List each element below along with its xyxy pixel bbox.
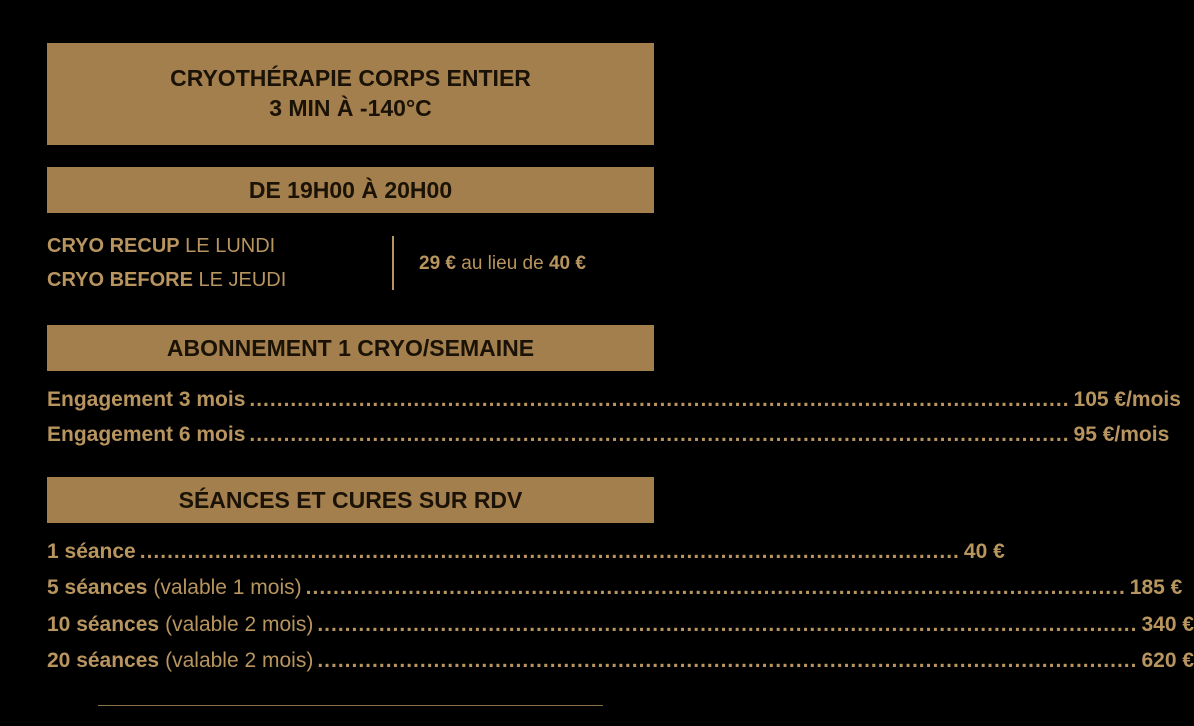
session-note: (valable 2 mois): [165, 649, 314, 672]
session-price: 620 €: [1141, 649, 1194, 672]
offer-price-old: 40 €: [548, 253, 586, 274]
session-row: [47, 574, 1183, 602]
subscription-price: 95 €/mois: [1073, 423, 1170, 446]
offer-before: [47, 268, 286, 292]
time-band: DE 19H00 À 20H00: [47, 167, 654, 213]
session-row: [47, 538, 1005, 566]
session-price: 40 €: [963, 540, 1005, 563]
header-subtitle: 3 MIN À -140°C: [269, 95, 432, 121]
session-price: 340 €: [1141, 613, 1194, 636]
session-label: 10 séances: [47, 613, 160, 636]
subscription-row: [47, 421, 1170, 449]
session-row: [47, 647, 1194, 675]
header-band: [47, 43, 654, 145]
offer-price: [419, 252, 586, 276]
dot-leader: ........................................................................................................................: [249, 388, 1070, 411]
offer-before-day: LE JEUDI: [198, 269, 287, 291]
bottom-divider: [98, 705, 603, 706]
offer-price-new: 29 €: [419, 253, 456, 274]
dot-leader: ........................................................................................................................: [317, 613, 1138, 636]
session-label: 20 séances: [47, 649, 160, 672]
subscription-row: [47, 386, 1181, 414]
header-title: CRYOTHÉRAPIE CORPS ENTIER: [170, 65, 531, 91]
sessions-band: SÉANCES ET CURES SUR RDV: [47, 477, 654, 523]
session-label: 5 séances: [47, 576, 148, 599]
dot-leader: ........................................................................................................................: [249, 423, 1070, 446]
session-label: 1 séance: [47, 540, 136, 563]
session-note: (valable 2 mois): [165, 613, 314, 636]
dot-leader: ........................................................................................................................: [139, 540, 960, 563]
offer-recup-name: CRYO RECUP: [47, 235, 180, 257]
offer-divider: [392, 236, 394, 290]
offers-block: [47, 230, 654, 294]
session-note: (valable 1 mois): [153, 576, 302, 599]
subscription-band: ABONNEMENT 1 CRYO/SEMAINE: [47, 325, 654, 371]
session-price: 185 €: [1129, 576, 1183, 599]
dot-leader: ........................................................................................................................: [305, 576, 1126, 599]
subscription-label: Engagement 3 mois: [47, 388, 246, 411]
offer-recup-day: LE LUNDI: [185, 235, 276, 257]
offer-recup: [47, 234, 275, 258]
offer-price-text: au lieu de: [461, 253, 544, 274]
subscription-label: Engagement 6 mois: [47, 423, 246, 446]
dot-leader: ........................................................................................................................: [317, 649, 1138, 672]
offer-before-name: CRYO BEFORE: [47, 269, 193, 291]
session-row: [47, 611, 1194, 639]
subscription-price: 105 €/mois: [1073, 388, 1181, 411]
